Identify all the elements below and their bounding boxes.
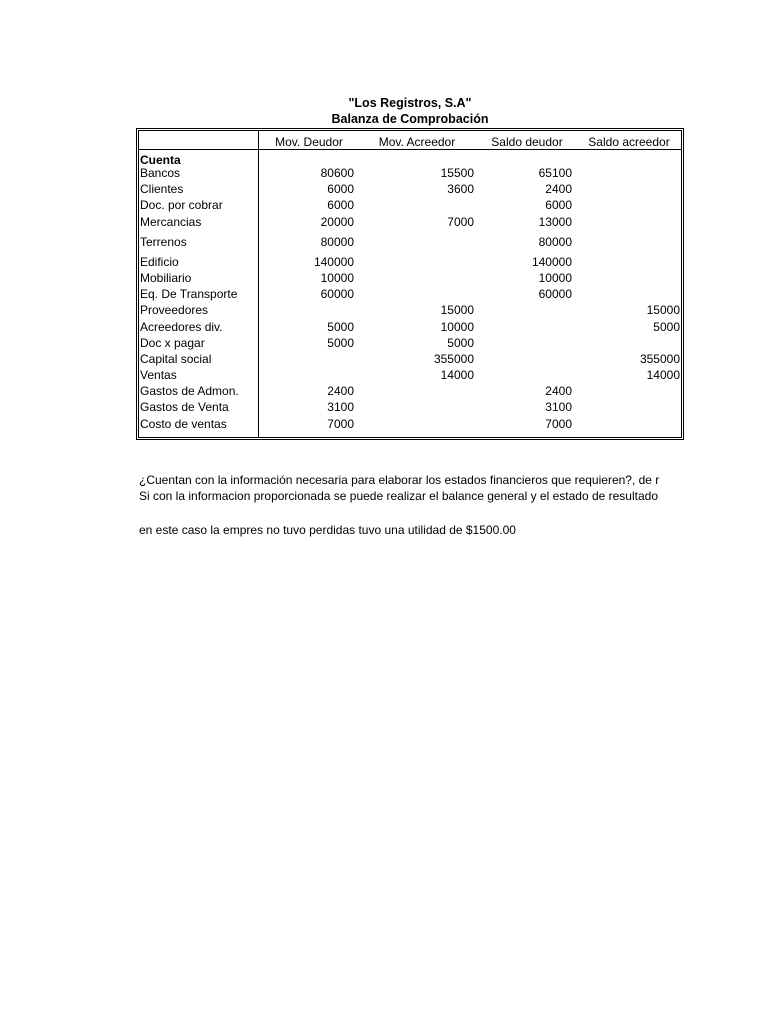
table-row	[139, 399, 681, 415]
account-cell: Terrenos	[140, 235, 187, 249]
mov-deudor-cell: 20000	[320, 215, 354, 229]
mov-acreedor-cell: 3600	[447, 182, 474, 196]
table-row	[139, 197, 681, 213]
account-cell: Mercancias	[140, 215, 202, 229]
account-cell: Clientes	[140, 182, 184, 196]
mov-acreedor-cell: 7000	[447, 215, 474, 229]
header-saldo-deudor: Saldo deudor	[491, 135, 563, 149]
saldo-acreedor-cell: 14000	[646, 368, 680, 382]
table-row	[139, 181, 681, 197]
mov-deudor-cell: 6000	[327, 182, 354, 196]
mov-deudor-cell: 5000	[327, 320, 354, 334]
account-cell: Bancos	[140, 166, 181, 180]
question-text: ¿Cuentan con la información necesaria para elaborar los estados financieros que requieren?, de r	[139, 473, 660, 487]
mov-deudor-cell: 7000	[327, 417, 354, 431]
conclusion-text: en este caso la empres no tuvo perdidas tuvo una utilidad de $1500.00	[139, 523, 516, 537]
mov-deudor-cell: 3100	[327, 400, 354, 414]
header-cuenta: Cuenta	[140, 153, 181, 167]
table-row	[139, 254, 681, 270]
saldo-acreedor-cell: 15000	[646, 303, 680, 317]
account-cell: Costo de ventas	[140, 417, 227, 431]
table-row	[139, 416, 681, 432]
header-mov-deudor: Mov. Deudor	[275, 135, 343, 149]
mov-deudor-cell: 80600	[320, 166, 354, 180]
header-mov-acreedor: Mov. Acreedor	[378, 135, 456, 149]
account-cell: Proveedores	[140, 303, 209, 317]
mov-acreedor-cell: 15000	[440, 303, 474, 317]
saldo-deudor-cell: 13000	[538, 215, 572, 229]
mov-acreedor-cell: 10000	[440, 320, 474, 334]
saldo-deudor-cell: 80000	[538, 235, 572, 249]
account-cell: Edificio	[140, 255, 179, 269]
saldo-acreedor-cell: 355000	[639, 352, 680, 366]
mov-deudor-cell: 6000	[327, 198, 354, 212]
table-row	[139, 302, 681, 318]
account-cell: Acreedores div.	[140, 320, 223, 334]
table-row	[139, 383, 681, 399]
mov-acreedor-cell: 5000	[447, 336, 474, 350]
account-cell: Eq. De Transporte	[140, 287, 238, 301]
table-row	[139, 165, 681, 181]
table-row	[139, 335, 681, 351]
account-cell: Gastos de Venta	[140, 400, 229, 414]
account-cell: Ventas	[140, 368, 177, 382]
account-cell: Capital social	[140, 352, 212, 366]
table-row	[139, 234, 681, 250]
table-row	[139, 270, 681, 286]
saldo-deudor-cell: 2400	[545, 182, 572, 196]
saldo-deudor-cell: 140000	[531, 255, 572, 269]
saldo-deudor-cell: 2400	[545, 384, 572, 398]
mov-acreedor-cell: 14000	[440, 368, 474, 382]
saldo-deudor-cell: 65100	[538, 166, 572, 180]
mov-acreedor-cell: 15500	[440, 166, 474, 180]
mov-deudor-cell: 10000	[320, 271, 354, 285]
header-divider	[139, 149, 681, 150]
mov-deudor-cell: 80000	[320, 235, 354, 249]
saldo-acreedor-cell: 5000	[653, 320, 680, 334]
mov-deudor-cell: 60000	[320, 287, 354, 301]
mov-deudor-cell: 140000	[313, 255, 354, 269]
account-cell: Mobiliario	[140, 271, 192, 285]
trial-balance-table	[136, 128, 684, 440]
saldo-deudor-cell: 3100	[545, 400, 572, 414]
table-row	[139, 286, 681, 302]
account-cell: Doc. por cobrar	[140, 198, 223, 212]
table-row	[139, 367, 681, 383]
report-title: Balanza de Comprobación	[331, 112, 489, 126]
saldo-deudor-cell: 60000	[538, 287, 572, 301]
mov-acreedor-cell: 355000	[433, 352, 474, 366]
saldo-deudor-cell: 10000	[538, 271, 572, 285]
table-row	[139, 319, 681, 335]
company-name: "Los Registros, S.A"	[348, 96, 472, 110]
account-cell: Gastos de Admon.	[140, 384, 239, 398]
table-row	[139, 351, 681, 367]
account-cell: Doc x pagar	[140, 336, 205, 350]
header-saldo-acreedor: Saldo acreedor	[588, 135, 670, 149]
answer-text: Si con la informacion proporcionada se puede realizar el balance general y el estado de resultado	[139, 489, 658, 503]
mov-deudor-cell: 2400	[327, 384, 354, 398]
table-row	[139, 214, 681, 230]
saldo-deudor-cell: 6000	[545, 198, 572, 212]
mov-deudor-cell: 5000	[327, 336, 354, 350]
saldo-deudor-cell: 7000	[545, 417, 572, 431]
